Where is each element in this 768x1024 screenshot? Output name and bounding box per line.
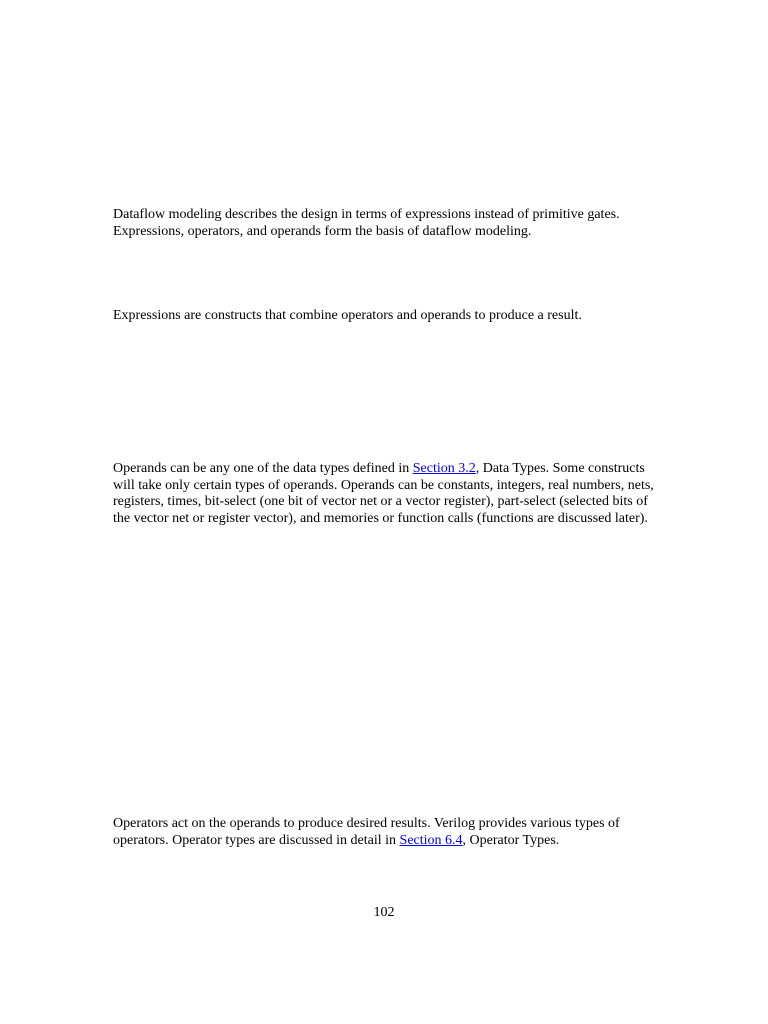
paragraph-text-after-link: , Operator Types.: [462, 832, 560, 848]
paragraph-expressions: [113, 308, 658, 325]
section-6-4-link[interactable]: Section 6.4: [399, 832, 463, 848]
paragraph-dataflow-modeling: [113, 207, 658, 240]
section-3-2-link[interactable]: Section 3.2: [412, 461, 476, 476]
paragraph-text-before-link: Operators act on the operands to produce desired results. Verilog provides various types of operators. Operator types are discussed in detail in: [113, 816, 620, 848]
paragraph-text-before-link: Operands can be any one of the data types defined in: [113, 461, 413, 476]
paragraph-text: Expressions are constructs that combine operators and operands to produce a result.: [113, 308, 582, 323]
paragraph-operators: [113, 816, 658, 849]
paragraph-operands: [113, 461, 658, 527]
paragraph-text-after-link: , Data Types. Some constructs will take only certain types of operands. Operands can be constants, integers, real numbers, nets, registers, times, bit-select (one bit of vector net or a vector register), part-select (selected bits of the vector net or register vector), and memories or function calls (functions are discussed later).: [113, 461, 654, 526]
paragraph-text: Dataflow modeling describes the design in terms of expressions instead of primitive gates. Expressions, operators, and operands form the basis of dataflow modeling.: [113, 207, 620, 239]
page-number: 102: [373, 905, 395, 920]
